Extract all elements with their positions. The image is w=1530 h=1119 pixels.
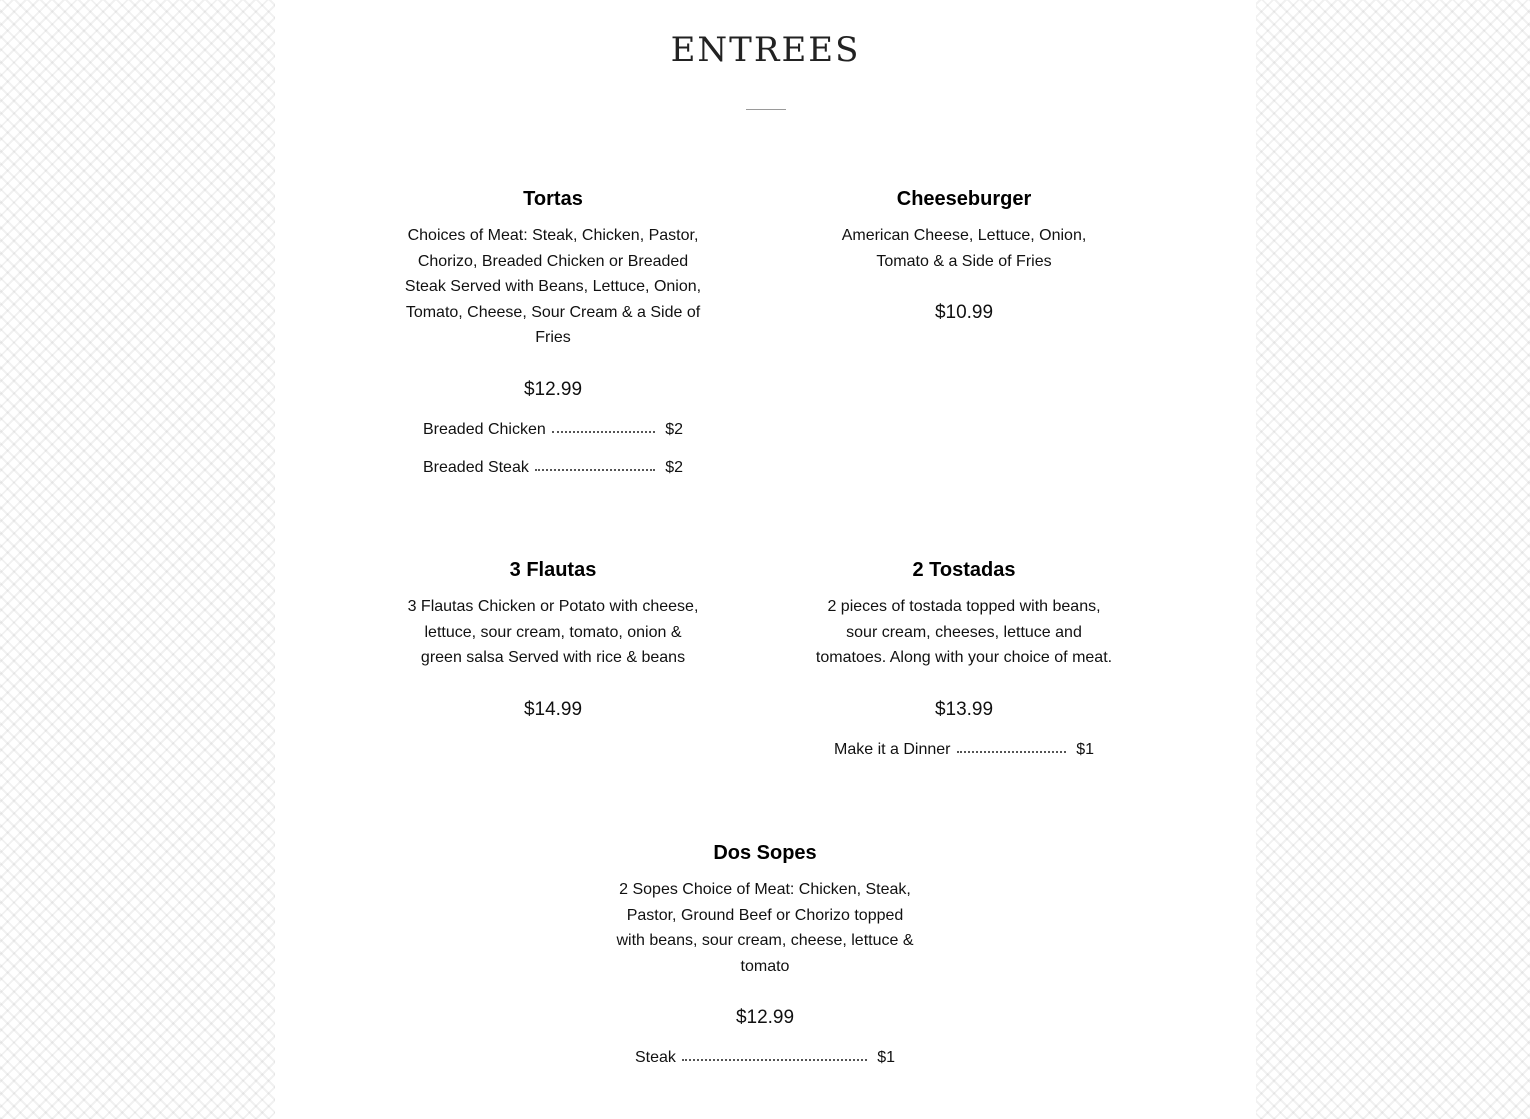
item-price: $12.99 — [523, 378, 583, 400]
menu-item-sopes — [605, 839, 925, 1087]
addon-row — [834, 741, 1094, 779]
item-name: Dos Sopes — [713, 842, 817, 864]
addon-list — [804, 741, 1124, 779]
addon-name: Breaded Chicken — [423, 420, 546, 438]
item-name: 3 Flautas — [509, 559, 597, 581]
menu-item-flautas — [393, 556, 713, 723]
title-divider — [746, 109, 786, 110]
dot-leader — [535, 469, 655, 471]
addon-name: Breaded Steak — [423, 458, 529, 476]
item-price: $13.99 — [934, 698, 994, 720]
dot-leader — [552, 431, 655, 433]
dot-leader — [957, 751, 1067, 753]
dot-leader — [682, 1059, 867, 1061]
item-name: Tortas — [523, 188, 583, 210]
addon-name: Steak — [635, 1049, 676, 1066]
item-description: Choices of Meat: Steak, Chicken, Pastor, Chorizo, Breaded Chicken or Breaded Steak Served with Beans, Lettuce, Onion, Tomato, Cheese, Sour Cream & a Side of Fries — [404, 227, 702, 346]
addon-price: $2 — [665, 458, 683, 476]
menu-item-tortas — [393, 185, 713, 497]
menu-page — [275, 0, 1256, 1119]
addon-price: $2 — [665, 420, 683, 438]
addon-row — [423, 421, 683, 459]
addon-row — [423, 459, 683, 497]
item-name: 2 Tostadas — [912, 559, 1016, 581]
addon-price: $1 — [877, 1049, 895, 1066]
item-price: $14.99 — [523, 698, 583, 720]
menu-item-cheeseburger — [804, 185, 1124, 326]
item-name: Cheeseburger — [896, 188, 1032, 210]
item-description: 2 Sopes Choice of Meat: Chicken, Steak, Pastor, Ground Beef or Chorizo topped with beans, sour cream, cheese, lettuce & tomato — [616, 881, 914, 975]
addon-list — [605, 1049, 925, 1087]
addon-price: $1 — [1076, 740, 1094, 758]
addon-row — [635, 1049, 895, 1087]
item-description: 2 pieces of tostada topped with beans, sour cream, cheeses, lettuce and tomatoes. Along with your choice of meat. — [815, 598, 1113, 666]
item-price: $10.99 — [934, 302, 994, 323]
item-price: $12.99 — [735, 1007, 795, 1028]
item-description: 3 Flautas Chicken or Potato with cheese, lettuce, sour cream, tomato, onion & green salsa Served with rice & beans — [407, 598, 699, 666]
item-description: American Cheese, Lettuce, Onion, Tomato & a Side of Fries — [841, 227, 1087, 270]
section-title: ENTREES — [670, 30, 861, 70]
menu-item-tostadas — [804, 556, 1124, 779]
addon-list — [393, 421, 713, 497]
addon-name: Make it a Dinner — [834, 740, 951, 758]
